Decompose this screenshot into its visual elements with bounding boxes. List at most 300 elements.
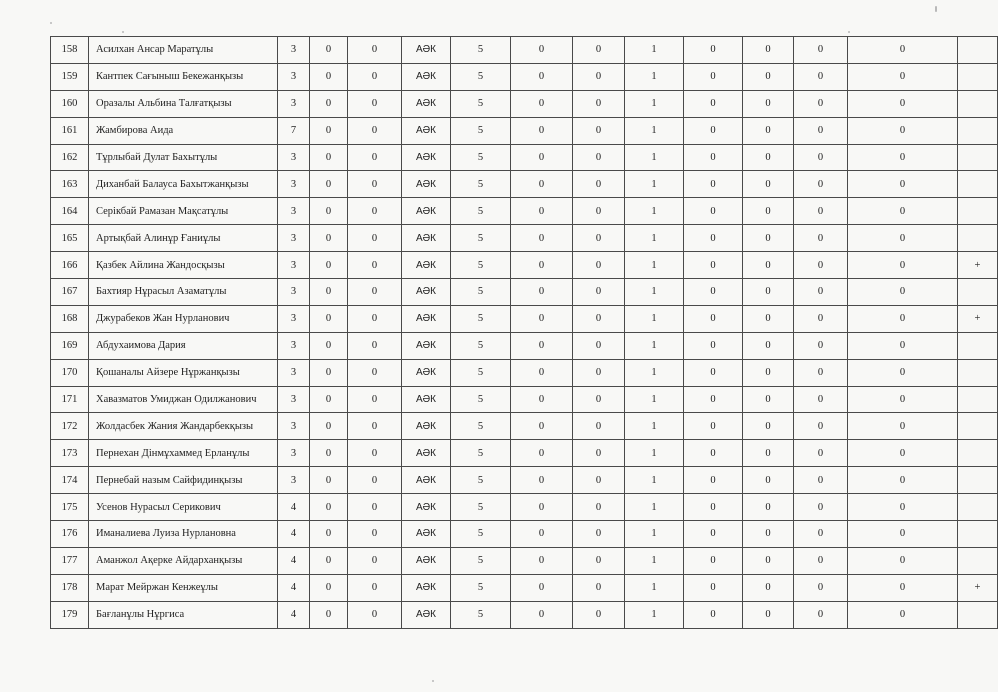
cell-grade: 3 [278,198,310,225]
cell-category: АӘК [402,440,451,467]
cell-row-number: 165 [51,225,89,252]
cell-score-col-3: 5 [451,252,511,279]
cell-score-col-9: 0 [794,521,848,548]
table-row [51,440,998,467]
cell-score-col-8: 0 [743,359,794,386]
cell-student-name: Жамбирова Аида [89,117,278,144]
cell-score-col-10: 0 [848,467,958,494]
cell-category: АӘК [402,171,451,198]
cell-score-col-10: 0 [848,601,958,628]
cell-score-col-6: 1 [625,117,684,144]
cell-score-col-2: 0 [348,359,402,386]
cell-score-col-8: 0 [743,225,794,252]
cell-score-col-3: 5 [451,467,511,494]
table-row [51,332,998,359]
cell-grade: 3 [278,413,310,440]
scan-speck [935,6,937,12]
cell-mark [958,440,998,467]
cell-score-col-9: 0 [794,601,848,628]
cell-score-col-6: 1 [625,521,684,548]
cell-score-col-4: 0 [511,440,573,467]
cell-category: АӘК [402,279,451,306]
cell-row-number: 166 [51,252,89,279]
cell-score-col-1: 0 [310,117,348,144]
cell-category: АӘК [402,144,451,171]
cell-score-col-10: 0 [848,547,958,574]
cell-score-col-10: 0 [848,413,958,440]
cell-score-col-6: 1 [625,171,684,198]
cell-score-col-1: 0 [310,171,348,198]
cell-score-col-9: 0 [794,198,848,225]
cell-score-col-2: 0 [348,90,402,117]
cell-student-name: Оразалы Альбина Талғатқызы [89,90,278,117]
cell-score-col-8: 0 [743,171,794,198]
cell-student-name: Хавазматов Умиджан Одилжанович [89,386,278,413]
cell-score-col-9: 0 [794,117,848,144]
cell-score-col-1: 0 [310,440,348,467]
cell-score-col-1: 0 [310,574,348,601]
cell-student-name: Диханбай Балауса Бахытжанқызы [89,171,278,198]
cell-student-name: Пернехан Дінмұхаммед Ерланұлы [89,440,278,467]
cell-category: АӘК [402,574,451,601]
cell-score-col-4: 0 [511,305,573,332]
cell-row-number: 171 [51,386,89,413]
table-row [51,547,998,574]
cell-score-col-7: 0 [684,547,743,574]
cell-score-col-9: 0 [794,386,848,413]
cell-grade: 4 [278,574,310,601]
cell-score-col-3: 5 [451,144,511,171]
cell-mark [958,279,998,306]
cell-score-col-1: 0 [310,547,348,574]
cell-score-col-6: 1 [625,574,684,601]
cell-mark [958,63,998,90]
cell-grade: 3 [278,144,310,171]
cell-score-col-6: 1 [625,440,684,467]
cell-score-col-5: 0 [573,252,625,279]
cell-student-name: Иманалиева Луиза Нурлановна [89,521,278,548]
cell-score-col-7: 0 [684,279,743,306]
cell-score-col-7: 0 [684,171,743,198]
cell-grade: 4 [278,547,310,574]
cell-score-col-10: 0 [848,359,958,386]
cell-score-col-3: 5 [451,413,511,440]
cell-score-col-8: 0 [743,574,794,601]
cell-score-col-1: 0 [310,37,348,64]
cell-grade: 3 [278,90,310,117]
cell-score-col-8: 0 [743,467,794,494]
cell-score-col-1: 0 [310,198,348,225]
cell-score-col-10: 0 [848,171,958,198]
table-row [51,171,998,198]
cell-grade: 4 [278,521,310,548]
cell-student-name: Бағланұлы Нұргиса [89,601,278,628]
cell-grade: 7 [278,117,310,144]
cell-score-col-9: 0 [794,440,848,467]
cell-score-col-3: 5 [451,63,511,90]
cell-score-col-2: 0 [348,601,402,628]
cell-score-col-10: 0 [848,252,958,279]
cell-score-col-7: 0 [684,601,743,628]
cell-score-col-6: 1 [625,305,684,332]
cell-score-col-6: 1 [625,144,684,171]
cell-score-col-2: 0 [348,252,402,279]
cell-score-col-8: 0 [743,386,794,413]
cell-score-col-4: 0 [511,198,573,225]
table-row [51,252,998,279]
cell-score-col-8: 0 [743,601,794,628]
cell-score-col-4: 0 [511,117,573,144]
cell-score-col-1: 0 [310,332,348,359]
cell-score-col-10: 0 [848,144,958,171]
cell-score-col-5: 0 [573,359,625,386]
cell-score-col-3: 5 [451,521,511,548]
cell-student-name: Бахтияр Нұрасыл Азаматұлы [89,279,278,306]
cell-score-col-4: 0 [511,547,573,574]
cell-score-col-9: 0 [794,252,848,279]
cell-mark [958,467,998,494]
cell-grade: 4 [278,601,310,628]
cell-score-col-2: 0 [348,547,402,574]
cell-mark [958,601,998,628]
cell-score-col-7: 0 [684,252,743,279]
cell-score-col-1: 0 [310,90,348,117]
table-row [51,279,998,306]
cell-category: АӘК [402,467,451,494]
cell-score-col-8: 0 [743,332,794,359]
cell-score-col-9: 0 [794,547,848,574]
cell-score-col-1: 0 [310,467,348,494]
cell-score-col-2: 0 [348,305,402,332]
cell-score-col-9: 0 [794,225,848,252]
cell-score-col-10: 0 [848,37,958,64]
cell-category: АӘК [402,547,451,574]
table-row [51,359,998,386]
cell-score-col-10: 0 [848,198,958,225]
cell-row-number: 173 [51,440,89,467]
cell-score-col-9: 0 [794,467,848,494]
cell-score-col-5: 0 [573,279,625,306]
cell-mark [958,521,998,548]
cell-score-col-7: 0 [684,90,743,117]
cell-score-col-5: 0 [573,117,625,144]
cell-score-col-5: 0 [573,198,625,225]
cell-score-col-9: 0 [794,144,848,171]
cell-grade: 3 [278,359,310,386]
cell-score-col-10: 0 [848,440,958,467]
cell-score-col-9: 0 [794,574,848,601]
cell-score-col-3: 5 [451,574,511,601]
table-body [51,37,998,629]
cell-score-col-2: 0 [348,144,402,171]
cell-mark [958,494,998,521]
cell-row-number: 159 [51,63,89,90]
cell-score-col-4: 0 [511,90,573,117]
cell-score-col-7: 0 [684,440,743,467]
cell-row-number: 164 [51,198,89,225]
cell-row-number: 178 [51,574,89,601]
cell-score-col-4: 0 [511,494,573,521]
cell-score-col-1: 0 [310,359,348,386]
cell-score-col-5: 0 [573,171,625,198]
cell-score-col-10: 0 [848,332,958,359]
cell-grade: 3 [278,252,310,279]
table-row [51,225,998,252]
cell-score-col-9: 0 [794,279,848,306]
cell-score-col-2: 0 [348,171,402,198]
cell-mark [958,386,998,413]
cell-score-col-2: 0 [348,467,402,494]
cell-row-number: 174 [51,467,89,494]
cell-student-name: Пернебай назым Сайфидинқызы [89,467,278,494]
cell-score-col-5: 0 [573,547,625,574]
cell-score-col-5: 0 [573,574,625,601]
cell-score-col-2: 0 [348,117,402,144]
cell-score-col-5: 0 [573,305,625,332]
cell-score-col-7: 0 [684,386,743,413]
cell-score-col-5: 0 [573,63,625,90]
cell-score-col-4: 0 [511,332,573,359]
cell-score-col-3: 5 [451,198,511,225]
cell-score-col-2: 0 [348,521,402,548]
cell-score-col-8: 0 [743,521,794,548]
cell-score-col-8: 0 [743,63,794,90]
cell-row-number: 160 [51,90,89,117]
cell-score-col-1: 0 [310,279,348,306]
cell-score-col-6: 1 [625,467,684,494]
cell-student-name: Серікбай Рамазан Мақсатұлы [89,198,278,225]
cell-mark [958,198,998,225]
cell-score-col-10: 0 [848,386,958,413]
cell-score-col-2: 0 [348,279,402,306]
cell-category: АӘК [402,37,451,64]
cell-score-col-5: 0 [573,494,625,521]
cell-score-col-8: 0 [743,279,794,306]
table-row [51,198,998,225]
cell-mark [958,144,998,171]
cell-score-col-7: 0 [684,494,743,521]
cell-score-col-7: 0 [684,332,743,359]
cell-score-col-2: 0 [348,440,402,467]
cell-row-number: 167 [51,279,89,306]
cell-score-col-8: 0 [743,117,794,144]
cell-score-col-10: 0 [848,494,958,521]
table-row [51,305,998,332]
cell-category: АӘК [402,332,451,359]
cell-score-col-5: 0 [573,332,625,359]
cell-category: АӘК [402,521,451,548]
cell-mark: + [958,574,998,601]
cell-score-col-6: 1 [625,37,684,64]
cell-score-col-4: 0 [511,144,573,171]
cell-score-col-3: 5 [451,440,511,467]
cell-score-col-3: 5 [451,117,511,144]
cell-row-number: 179 [51,601,89,628]
cell-mark [958,90,998,117]
cell-score-col-6: 1 [625,90,684,117]
cell-score-col-10: 0 [848,521,958,548]
cell-score-col-10: 0 [848,117,958,144]
cell-category: АӘК [402,359,451,386]
cell-score-col-9: 0 [794,171,848,198]
cell-grade: 3 [278,332,310,359]
cell-score-col-3: 5 [451,601,511,628]
cell-row-number: 163 [51,171,89,198]
cell-grade: 3 [278,279,310,306]
cell-category: АӘК [402,386,451,413]
cell-score-col-10: 0 [848,574,958,601]
cell-score-col-3: 5 [451,37,511,64]
cell-score-col-9: 0 [794,359,848,386]
cell-score-col-1: 0 [310,521,348,548]
cell-category: АӘК [402,90,451,117]
cell-score-col-8: 0 [743,37,794,64]
cell-score-col-5: 0 [573,601,625,628]
cell-score-col-10: 0 [848,90,958,117]
cell-score-col-8: 0 [743,440,794,467]
cell-score-col-1: 0 [310,63,348,90]
scan-speck [848,31,850,33]
cell-row-number: 161 [51,117,89,144]
cell-score-col-5: 0 [573,144,625,171]
cell-score-col-6: 1 [625,494,684,521]
cell-score-col-7: 0 [684,413,743,440]
cell-student-name: Қошаналы Айзере Нұржанқызы [89,359,278,386]
cell-score-col-3: 5 [451,279,511,306]
cell-score-col-4: 0 [511,467,573,494]
cell-score-col-9: 0 [794,413,848,440]
cell-score-col-1: 0 [310,413,348,440]
cell-score-col-4: 0 [511,359,573,386]
cell-score-col-7: 0 [684,305,743,332]
cell-score-col-4: 0 [511,171,573,198]
cell-mark: + [958,305,998,332]
cell-student-name: Абдухаимова Дария [89,332,278,359]
cell-score-col-3: 5 [451,386,511,413]
cell-score-col-5: 0 [573,440,625,467]
cell-score-col-2: 0 [348,494,402,521]
cell-score-col-5: 0 [573,467,625,494]
table-row [51,601,998,628]
cell-score-col-4: 0 [511,252,573,279]
cell-score-col-7: 0 [684,467,743,494]
cell-score-col-5: 0 [573,386,625,413]
cell-score-col-8: 0 [743,252,794,279]
cell-score-col-4: 0 [511,521,573,548]
cell-student-name: Қазбек Айлина Жандосқызы [89,252,278,279]
cell-score-col-3: 5 [451,90,511,117]
cell-score-col-1: 0 [310,601,348,628]
cell-score-col-6: 1 [625,386,684,413]
cell-score-col-4: 0 [511,386,573,413]
cell-score-col-8: 0 [743,144,794,171]
cell-score-col-9: 0 [794,494,848,521]
cell-grade: 4 [278,494,310,521]
cell-score-col-6: 1 [625,63,684,90]
cell-score-col-7: 0 [684,37,743,64]
cell-score-col-6: 1 [625,359,684,386]
cell-score-col-3: 5 [451,494,511,521]
cell-score-col-6: 1 [625,198,684,225]
cell-row-number: 170 [51,359,89,386]
cell-score-col-6: 1 [625,332,684,359]
cell-score-col-1: 0 [310,144,348,171]
cell-category: АӘК [402,601,451,628]
table-row [51,467,998,494]
table-row [51,521,998,548]
cell-score-col-9: 0 [794,332,848,359]
cell-score-col-1: 0 [310,252,348,279]
scan-speck [432,680,434,682]
table-row [51,494,998,521]
cell-score-col-7: 0 [684,144,743,171]
cell-grade: 3 [278,440,310,467]
cell-score-col-7: 0 [684,117,743,144]
cell-score-col-1: 0 [310,386,348,413]
cell-student-name: Жолдасбек Жания Жандарбекқызы [89,413,278,440]
cell-category: АӘК [402,305,451,332]
table-row [51,413,998,440]
cell-score-col-4: 0 [511,63,573,90]
cell-score-col-1: 0 [310,305,348,332]
cell-student-name: Марат Мейржан Кенжеұлы [89,574,278,601]
cell-row-number: 172 [51,413,89,440]
cell-student-name: Асилхан Ансар Маратұлы [89,37,278,64]
cell-score-col-1: 0 [310,494,348,521]
cell-category: АӘК [402,63,451,90]
scan-speck [122,31,124,33]
cell-mark: + [958,252,998,279]
cell-grade: 3 [278,467,310,494]
cell-score-col-4: 0 [511,225,573,252]
cell-mark [958,359,998,386]
cell-score-col-9: 0 [794,37,848,64]
table-row [51,117,998,144]
cell-category: АӘК [402,117,451,144]
cell-row-number: 169 [51,332,89,359]
cell-score-col-4: 0 [511,601,573,628]
cell-score-col-3: 5 [451,359,511,386]
cell-score-col-2: 0 [348,413,402,440]
cell-student-name: Кантпек Сағыныш Бекежанқызы [89,63,278,90]
cell-score-col-7: 0 [684,63,743,90]
cell-score-col-2: 0 [348,332,402,359]
cell-student-name: Артықбай Алинұр Ғаниұлы [89,225,278,252]
cell-row-number: 176 [51,521,89,548]
cell-score-col-5: 0 [573,37,625,64]
cell-grade: 3 [278,63,310,90]
cell-score-col-7: 0 [684,574,743,601]
cell-student-name: Джурабеков Жан Нурланович [89,305,278,332]
cell-category: АӘК [402,198,451,225]
cell-score-col-7: 0 [684,198,743,225]
cell-score-col-8: 0 [743,90,794,117]
cell-row-number: 175 [51,494,89,521]
cell-category: АӘК [402,413,451,440]
cell-score-col-4: 0 [511,37,573,64]
cell-score-col-5: 0 [573,90,625,117]
table-row [51,90,998,117]
cell-score-col-8: 0 [743,413,794,440]
cell-row-number: 168 [51,305,89,332]
cell-score-col-6: 1 [625,225,684,252]
cell-grade: 3 [278,386,310,413]
cell-score-col-7: 0 [684,521,743,548]
cell-score-col-3: 5 [451,332,511,359]
cell-score-col-10: 0 [848,279,958,306]
cell-score-col-10: 0 [848,305,958,332]
cell-score-col-1: 0 [310,225,348,252]
